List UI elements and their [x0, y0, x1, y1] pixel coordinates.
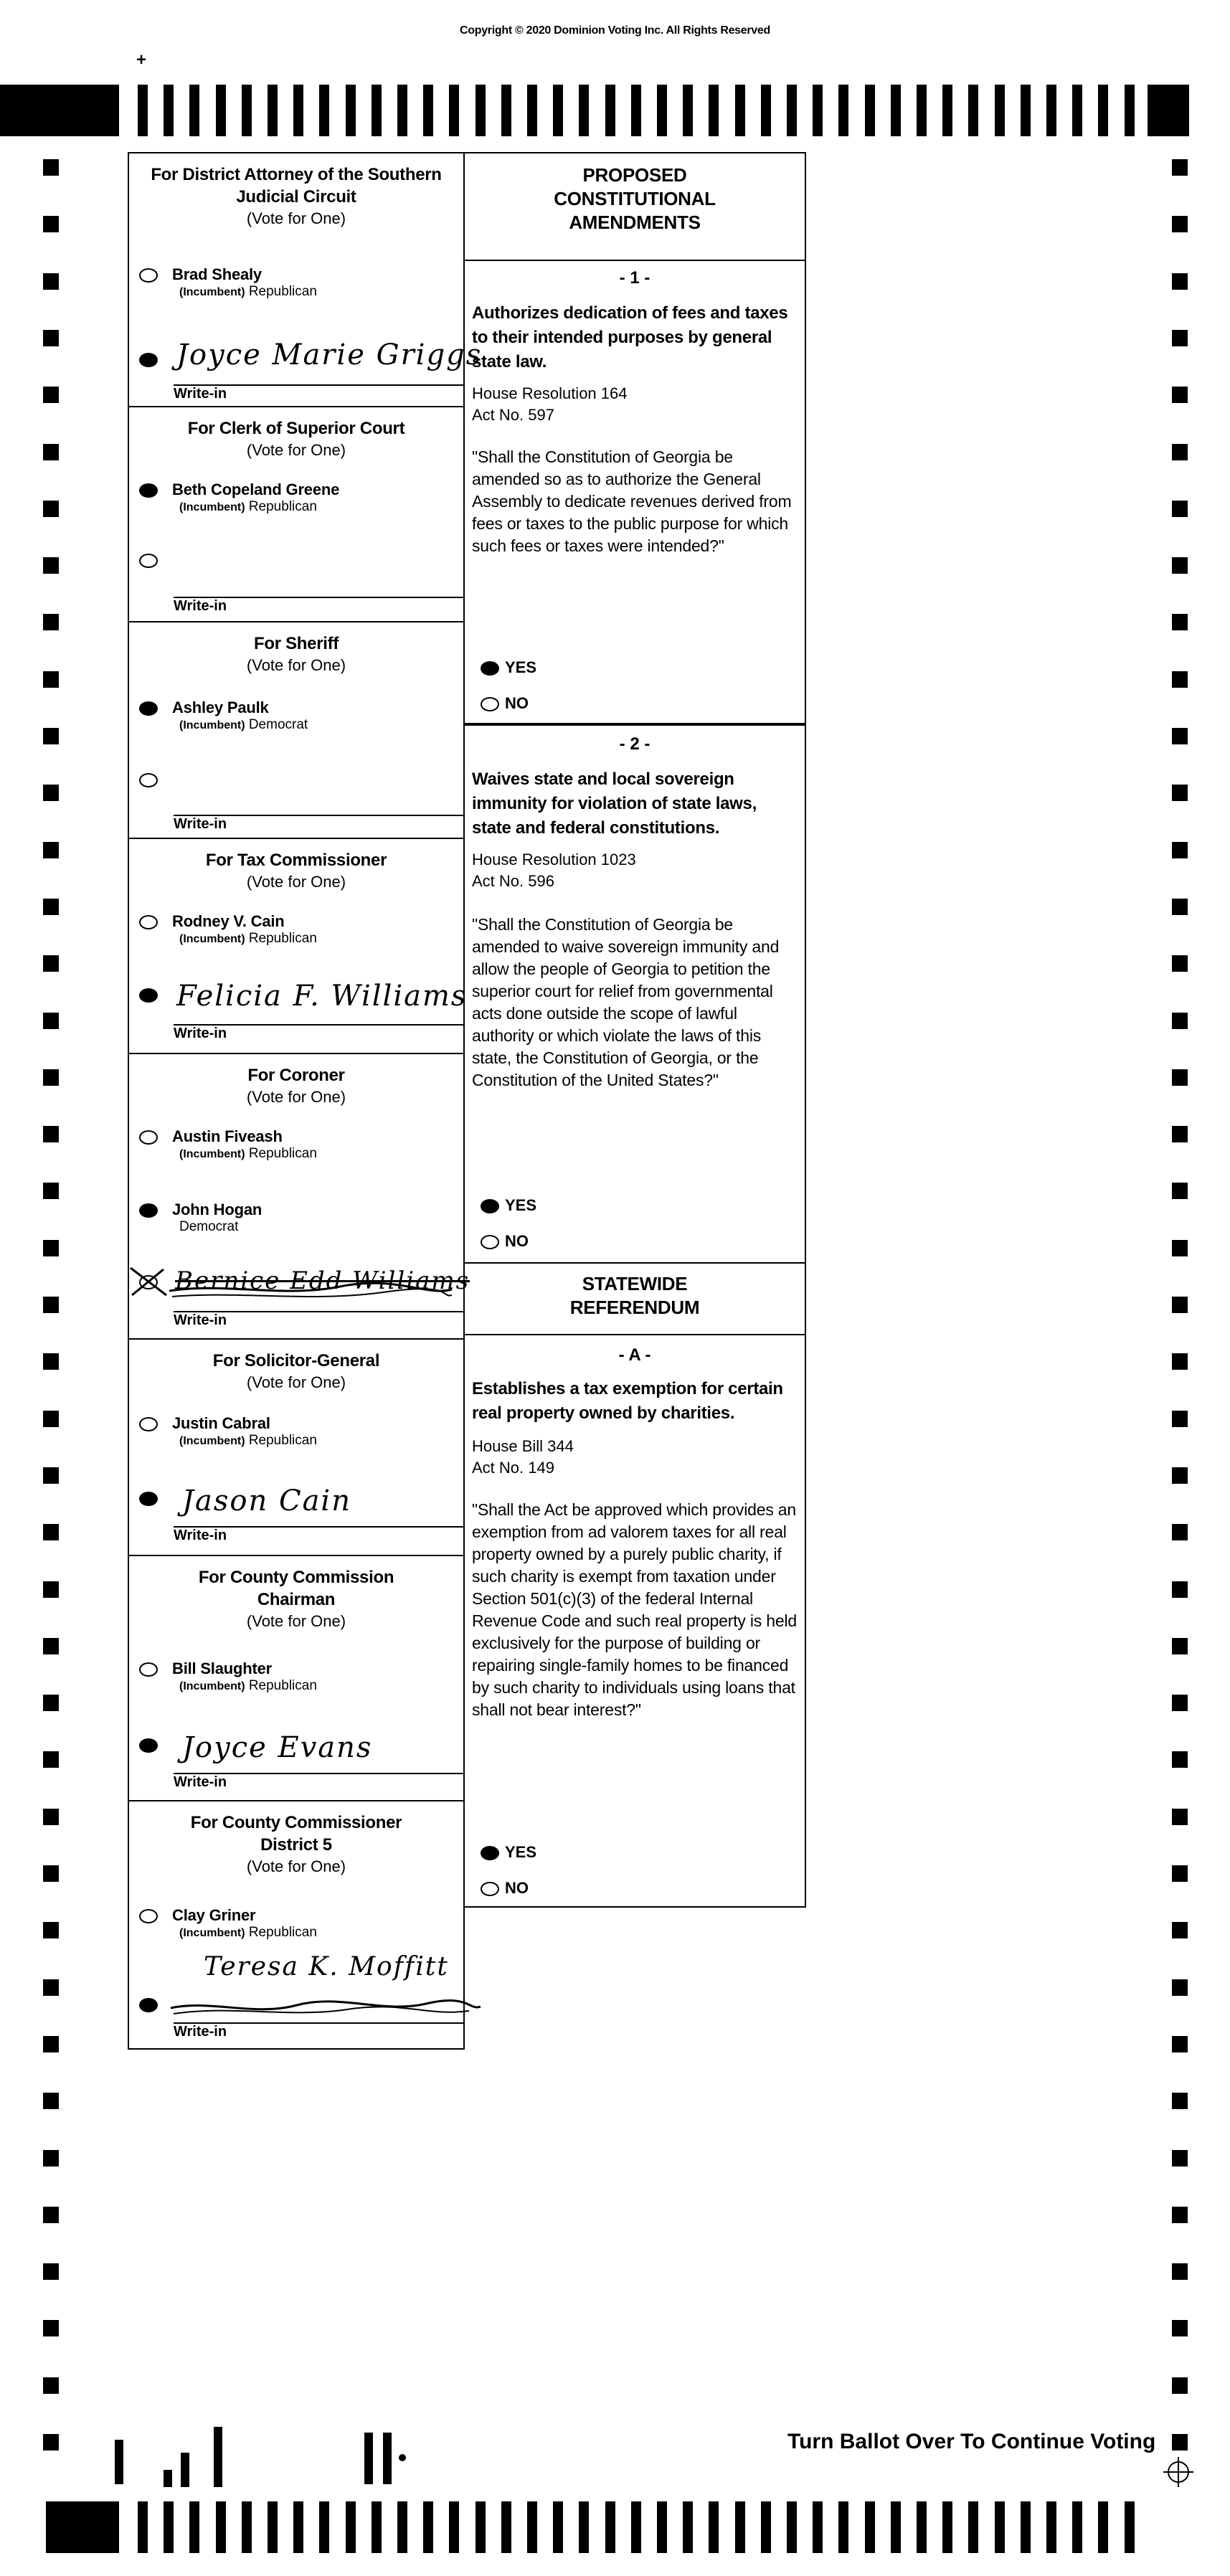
side-timing-mark [1172, 1809, 1188, 1825]
side-timing-mark [1172, 728, 1188, 744]
timing-bar [476, 2501, 486, 2553]
side-timing-mark [1172, 2263, 1188, 2280]
contest-title: For Solicitor-General [212, 1351, 380, 1370]
timing-bar [865, 2501, 875, 2553]
timing-bar [449, 2501, 459, 2553]
timing-block [46, 2501, 119, 2553]
side-timing-mark [43, 1865, 59, 1882]
handwritten-writein-crossed: Bernice Edd Williams [175, 1266, 470, 1295]
timing-bar [631, 85, 641, 136]
timing-bar [761, 85, 771, 136]
side-timing-mark [1172, 2093, 1188, 2109]
timing-bar [1072, 85, 1082, 136]
side-timing-mark [43, 1809, 59, 1825]
side-timing-mark [1172, 842, 1188, 858]
amendments-header-box [463, 152, 806, 261]
vote-oval-marked[interactable] [139, 988, 158, 1003]
contest-title: For Sheriff [253, 634, 339, 653]
writein-label: Write-in [174, 1312, 227, 1328]
timing-bar [423, 2501, 433, 2553]
writein-label: Write-in [174, 1774, 227, 1790]
timing-bar [372, 2501, 382, 2553]
vote-oval-marked[interactable] [139, 1998, 158, 2012]
side-timing-mark [1172, 2377, 1188, 2394]
question-summary: Establishes a tax exemption for certain real property owned by charities. [472, 1379, 783, 1423]
side-timing-mark [43, 501, 59, 517]
timing-bar [631, 2501, 641, 2553]
vote-for-label: (Vote for One) [246, 1088, 346, 1106]
timing-bar [293, 2501, 303, 2553]
vote-oval-marked[interactable] [481, 1199, 499, 1213]
side-timing-mark [1172, 273, 1188, 290]
timing-bar [995, 2501, 1005, 2553]
timing-bar [813, 85, 823, 136]
strike-scribble-icon [168, 1995, 483, 2021]
timing-bar [1125, 2501, 1135, 2553]
vote-oval[interactable] [481, 1235, 499, 1249]
candidate-party: (Incumbent) Republican [179, 931, 317, 946]
side-timing-mark [1172, 1013, 1188, 1029]
bottom-timing-track [0, 2501, 1230, 2559]
contest-county-commissioner-district-5 [128, 1801, 465, 2050]
yes-option[interactable]: YES [481, 1196, 536, 1215]
side-timing-mark [43, 728, 59, 744]
side-timing-mark [43, 1638, 59, 1654]
vote-for-label: (Vote for One) [246, 873, 346, 891]
amendments-header: PROPOSED CONSTITUTIONAL AMENDMENTS [554, 164, 716, 233]
no-option[interactable]: NO [481, 1879, 529, 1898]
side-timing-mark [43, 1411, 59, 1427]
handwritten-writein: Felicia F. Williams [176, 980, 468, 1013]
vote-oval[interactable] [481, 697, 499, 711]
referendum-question-a [463, 1334, 806, 1908]
side-timing-mark [43, 1183, 59, 1199]
side-timing-mark [43, 2093, 59, 2109]
side-timing-mark [43, 273, 59, 290]
timing-bar [787, 85, 797, 136]
side-timing-mark [1172, 1581, 1188, 1598]
writein-label: Write-in [174, 386, 227, 402]
timing-bar [579, 2501, 589, 2553]
side-timing-mark [43, 1922, 59, 1938]
side-timing-mark [43, 955, 59, 972]
timing-bar [683, 2501, 693, 2553]
side-timing-mark [43, 1126, 59, 1142]
timing-bar [605, 85, 615, 136]
timing-bar [683, 85, 693, 136]
candidate-name: Rodney V. Cain [172, 912, 285, 930]
side-timing-mark [1172, 1183, 1188, 1199]
side-timing-mark [43, 159, 59, 176]
candidate-party: Democrat [179, 1219, 239, 1234]
timing-bar [164, 2501, 174, 2553]
timing-bar [1046, 2501, 1056, 2553]
side-timing-mark [1172, 1638, 1188, 1654]
timing-bar [917, 85, 927, 136]
side-timing-mark [43, 1979, 59, 1996]
side-timing-mark [43, 1524, 59, 1540]
no-option[interactable]: NO [481, 694, 529, 713]
timing-bar [449, 85, 459, 136]
vote-oval-marked[interactable] [481, 1846, 499, 1860]
side-timing-mark [1172, 501, 1188, 517]
turn-ballot-over-notice: Turn Ballot Over To Continue Voting [787, 2430, 1156, 2453]
timing-bar [319, 85, 329, 136]
question-reference: House Bill 344 [472, 1437, 574, 1455]
vote-oval[interactable] [139, 1417, 158, 1431]
writein-label: Write-in [174, 598, 227, 614]
copyright-notice: Copyright © 2020 Dominion Voting Inc. All Rights Reserved [460, 24, 770, 37]
question-text: "Shall the Act be approved which provides an exemption from ad valorem taxes for all real property owned by a purely public charity, if such charity is exempt from taxation under Section 501(c)(3) of the federal Internal Revenue Code and such real property is held exclusively for the purpose of building or repairing single-family homes to be financed by such charity to individuals using loans that shall not bear interest?" [472, 1500, 797, 1719]
timing-bar [891, 2501, 901, 2553]
question-number: - 1 - [619, 268, 651, 288]
side-timing-mark [1172, 1240, 1188, 1256]
candidate-party: (Incumbent) Republican [179, 499, 317, 514]
writein-line [174, 384, 465, 386]
side-timing-mark [43, 2263, 59, 2280]
timing-block [1148, 85, 1189, 136]
timing-bar [709, 2501, 719, 2553]
question-reference: House Resolution 164 [472, 384, 628, 402]
side-timing-mark [1172, 1467, 1188, 1484]
writein-label: Write-in [174, 1026, 227, 1041]
timing-bar [216, 2501, 226, 2553]
question-summary: Authorizes dedication of fees and taxes to their intended purposes by general state law. [472, 303, 788, 371]
contest-title: For Tax Commissioner [205, 851, 387, 870]
side-timing-mark [43, 2150, 59, 2167]
side-timing-mark [43, 216, 59, 232]
contest-district-attorney [128, 152, 483, 407]
side-timing-mark [43, 444, 59, 460]
timing-bar [579, 85, 589, 136]
side-timing-mark [1172, 1069, 1188, 1086]
timing-bar [319, 2501, 329, 2553]
timing-bar [891, 85, 901, 136]
timing-bar [1021, 85, 1031, 136]
timing-bar [1098, 85, 1108, 136]
side-timing-mark [1172, 1126, 1188, 1142]
side-timing-mark [1172, 159, 1188, 176]
candidate-name: Clay Griner [172, 1906, 256, 1924]
side-timing-mark [43, 1695, 59, 1711]
candidate-party: (Incumbent) Republican [179, 1146, 317, 1161]
handwritten-writein: Teresa K. Moffitt [204, 1952, 449, 1981]
timing-bar [268, 2501, 278, 2553]
side-timing-mark [43, 1297, 59, 1313]
referendum-header: STATEWIDE REFERENDUM [569, 1273, 700, 1318]
side-timing-mark [1172, 2036, 1188, 2052]
timing-bar [942, 85, 952, 136]
writein-label: Write-in [174, 2024, 227, 2040]
contest-title: For Clerk of Superior Court [187, 419, 405, 438]
top-timing-track [0, 85, 1230, 142]
timing-bar [968, 85, 978, 136]
timing-bar [761, 2501, 771, 2553]
side-timing-mark [1172, 1353, 1188, 1370]
candidate-name: Bill Slaughter [172, 1659, 272, 1677]
timing-bar [268, 85, 278, 136]
timing-bar [995, 85, 1005, 136]
writein-label: Write-in [174, 1528, 227, 1543]
timing-bar [527, 2501, 537, 2553]
timing-bar [1072, 2501, 1082, 2553]
timing-bar [917, 2501, 927, 2553]
side-timing-mark [43, 330, 59, 346]
side-timing-mark [43, 785, 59, 801]
timing-bar [1098, 2501, 1108, 2553]
timing-bar [813, 2501, 823, 2553]
vote-for-label: (Vote for One) [246, 1373, 346, 1391]
side-timing-mark [43, 899, 59, 915]
side-timing-mark [1172, 899, 1188, 915]
handwritten-writein: Joyce Evans [182, 1731, 373, 1764]
side-timing-mark [43, 387, 59, 403]
candidate-party: (Incumbent) Republican [179, 1678, 317, 1693]
side-timing-mark [1172, 330, 1188, 346]
contest-county-commission-chairman [128, 1556, 465, 1801]
referendum-header-box [463, 1262, 806, 1335]
side-timing-mark [1172, 614, 1188, 630]
candidate-name: Brad Shealy [172, 265, 262, 283]
side-timing-mark [1172, 1695, 1188, 1711]
side-timing-mark [43, 1467, 59, 1484]
side-timing-mark [1172, 955, 1188, 972]
side-timing-mark [1172, 1524, 1188, 1540]
side-timing-mark [1172, 1922, 1188, 1938]
contest-title: For County Commissioner District 5 [190, 1813, 402, 1855]
timing-bar [138, 2501, 148, 2553]
question-act-number: Act No. 149 [472, 1459, 554, 1477]
timing-bar [942, 2501, 952, 2553]
contest-title: For County Commission Chairman [198, 1568, 394, 1609]
timing-block [0, 85, 119, 136]
timing-bar [787, 2501, 797, 2553]
vote-oval-marked[interactable] [139, 483, 158, 498]
timing-bar [164, 85, 174, 136]
vote-oval[interactable] [139, 915, 158, 929]
side-timing-mark [1172, 444, 1188, 460]
timing-bar [735, 85, 745, 136]
timing-bar [397, 2501, 407, 2553]
side-timing-mark [1172, 557, 1188, 574]
timing-bar [189, 2501, 199, 2553]
question-number: - 2 - [619, 734, 651, 754]
vote-oval[interactable] [139, 554, 158, 568]
side-timing-mark [1172, 2207, 1188, 2223]
registration-plus-mark: + [136, 50, 147, 70]
contest-sheriff [128, 622, 465, 839]
timing-bar [397, 85, 407, 136]
timing-bar [553, 2501, 563, 2553]
side-timing-mark [43, 1353, 59, 1370]
side-timing-mark [43, 557, 59, 574]
candidate-party: (Incumbent) Republican [179, 1925, 317, 1940]
contest-solicitor-general [128, 1340, 465, 1556]
writein-label: Write-in [174, 816, 227, 832]
timing-bar [138, 85, 148, 136]
candidate-name: Beth Copeland Greene [172, 480, 340, 498]
side-timing-mark [1172, 1865, 1188, 1882]
side-timing-mark [1172, 2320, 1188, 2336]
side-timing-mark [1172, 1411, 1188, 1427]
vote-for-label: (Vote for One) [246, 209, 346, 227]
timing-bar [605, 2501, 615, 2553]
timing-bar [476, 85, 486, 136]
side-timing-mark [43, 671, 59, 688]
side-timing-mark [1172, 2150, 1188, 2167]
vote-oval[interactable] [139, 1130, 158, 1145]
handwritten-writein: Joyce Marie Griggs [176, 338, 483, 371]
side-timing-mark [1172, 216, 1188, 232]
timing-bar [423, 85, 433, 136]
timing-bar [968, 2501, 978, 2553]
side-timing-mark [43, 2320, 59, 2336]
side-timing-mark [1172, 2434, 1188, 2450]
side-timing-mark [43, 842, 59, 858]
vote-oval[interactable] [139, 773, 158, 787]
timing-bar [1046, 85, 1056, 136]
side-timing-mark [43, 2377, 59, 2394]
timing-bar [553, 85, 563, 136]
question-number: - A - [618, 1345, 651, 1365]
side-timing-mark [43, 2434, 59, 2450]
contest-title: For District Attorney of the Southern Judicial Circuit [151, 165, 442, 207]
contest-clerk-superior-court [128, 407, 465, 622]
yes-option[interactable]: YES [481, 658, 536, 677]
side-timing-mark [43, 1069, 59, 1086]
vote-oval-marked[interactable] [139, 1738, 158, 1753]
timing-bar [657, 85, 667, 136]
vote-oval-marked[interactable] [139, 1203, 158, 1218]
timing-bar [735, 2501, 745, 2553]
amendment-question-2 [463, 724, 806, 1264]
side-timing-mark [43, 1013, 59, 1029]
vote-oval-marked[interactable] [139, 353, 158, 367]
vote-for-label: (Vote for One) [246, 441, 346, 459]
vote-oval-marked[interactable] [139, 1492, 158, 1506]
timing-bar [346, 2501, 356, 2553]
vote-oval[interactable] [139, 1662, 158, 1677]
timing-bar [242, 2501, 252, 2553]
strike-scribble-icon [168, 1277, 455, 1305]
candidate-party: (Incumbent) Republican [179, 284, 317, 299]
contest-coroner [128, 1054, 470, 1340]
timing-bar [865, 85, 875, 136]
vote-oval[interactable] [139, 1909, 158, 1923]
timing-bar [657, 2501, 667, 2553]
timing-bar [1021, 2501, 1031, 2553]
timing-bar [527, 85, 537, 136]
question-text: "Shall the Constitution of Georgia be amended to waive sovereign immunity and allow the people of Georgia to petition the superior court for relief from governmental acts done outside the scope of lawful authority or which violate the laws of this state, the Constitution of Georgia, or the Constitution of the United States?" [472, 915, 780, 1089]
timing-bar [501, 2501, 511, 2553]
side-timing-mark [1172, 387, 1188, 403]
timing-bar [293, 85, 303, 136]
contest-tax-commissioner [128, 839, 468, 1054]
question-reference: House Resolution 1023 [472, 851, 636, 868]
candidate-name: John Hogan [172, 1201, 262, 1218]
candidate-name: Ashley Paulk [172, 699, 269, 716]
side-timing-mark [43, 1240, 59, 1256]
vote-oval[interactable] [481, 1882, 499, 1896]
side-timing-mark [1172, 671, 1188, 688]
side-timing-mark [1172, 785, 1188, 801]
vote-for-label: (Vote for One) [246, 1612, 346, 1630]
candidate-party: (Incumbent) Republican [179, 1433, 317, 1448]
side-timing-mark [1172, 1297, 1188, 1313]
timing-bar [372, 85, 382, 136]
amendment-question-1 [463, 260, 806, 724]
timing-bar [189, 85, 199, 136]
side-timing-mark [43, 1581, 59, 1598]
side-timing-mark [1172, 1751, 1188, 1768]
question-summary: Waives state and local sovereign immunity for violation of state laws, state and federal constitutions. [472, 770, 757, 838]
timing-bar [838, 2501, 848, 2553]
question-act-number: Act No. 597 [472, 406, 554, 424]
vote-oval-marked[interactable] [481, 661, 499, 676]
no-option[interactable]: NO [481, 1232, 529, 1251]
yes-option[interactable]: YES [481, 1843, 536, 1862]
side-timing-mark [43, 1751, 59, 1768]
timing-bar [346, 85, 356, 136]
vote-oval-marked[interactable] [139, 701, 158, 716]
candidate-name: Justin Cabral [172, 1414, 270, 1432]
side-timing-mark [43, 614, 59, 630]
side-timing-mark [43, 2207, 59, 2223]
question-text: "Shall the Constitution of Georgia be amended so as to authorize the General Assembly to dedicate revenues derived from fees or taxes to the public purpose for which such fees or taxes were intended?" [472, 448, 792, 555]
candidate-party: (Incumbent) Democrat [179, 717, 308, 732]
vote-for-label: (Vote for One) [246, 656, 346, 674]
candidate-name: Austin Fiveash [172, 1127, 283, 1145]
vote-oval[interactable] [139, 268, 158, 283]
timing-bar [242, 85, 252, 136]
handwritten-writein: Jason Cain [182, 1484, 351, 1517]
timing-bar [1125, 85, 1135, 136]
question-act-number: Act No. 596 [472, 872, 554, 890]
timing-bar [501, 85, 511, 136]
registration-crosshair-icon [1162, 2456, 1195, 2489]
side-timing-mark [1172, 1979, 1188, 1996]
timing-bar [709, 85, 719, 136]
timing-bar [216, 85, 226, 136]
vote-for-label: (Vote for One) [246, 1857, 346, 1875]
cross-mark-icon [128, 1265, 171, 1299]
timing-bar [838, 85, 848, 136]
contest-title: For Coroner [247, 1066, 345, 1085]
side-timing-mark [43, 2036, 59, 2052]
